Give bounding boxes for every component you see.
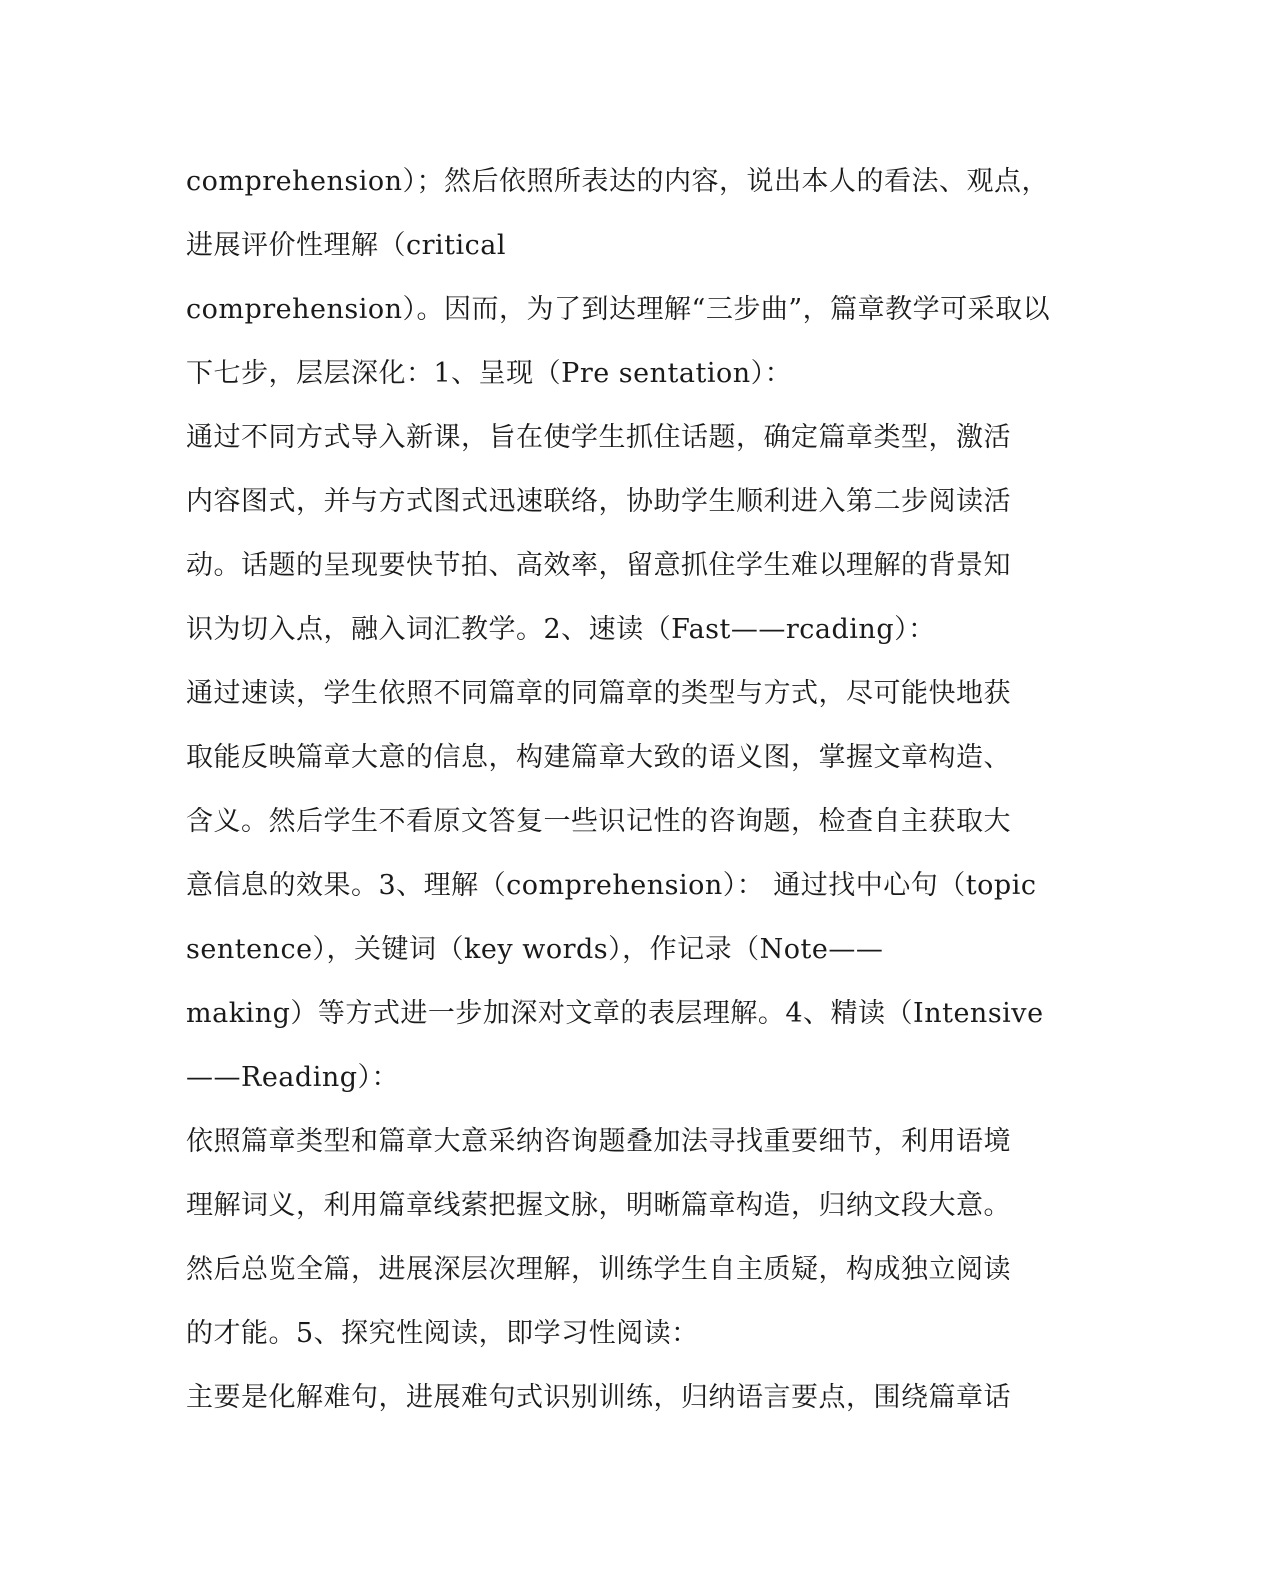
text-line: 下七步，层层深化：1、呈现（Pre sentation）：: [186, 358, 793, 389]
text-line: 动。话题的呈现要快节拍、高效率，留意抓住学生难以理解的背景知: [186, 550, 1011, 581]
text-line: 通过速读，学生依照不同篇章的同篇章的类型与方式，尽可能快地获: [186, 678, 1011, 709]
text-line: 识为切入点，融入词汇教学。2、速读（Fast——rcading）：: [186, 614, 936, 645]
text-line: comprehension）。因而，为了到达理解“三步曲”，篇章教学可采取以: [186, 294, 1051, 325]
text-line: 依照篇章类型和篇章大意采纳咨询题叠加法寻找重要细节，利用语境: [186, 1126, 1011, 1157]
text-line: ——Reading）：: [186, 1062, 399, 1093]
text-line: 的才能。5、探究性阅读，即学习性阅读：: [186, 1318, 699, 1349]
text-line: sentence），关键词（key words），作记录（Note——: [186, 934, 884, 965]
text-line: 主要是化解难句，进展难句式识别训练，归纳语言要点，围绕篇章话: [186, 1382, 1011, 1413]
text-line: making）等方式进一步加深对文章的表层理解。4、精读（Intensive: [186, 998, 1044, 1029]
text-line: 通过不同方式导入新课，旨在使学生抓住话题，确定篇章类型，激活: [186, 422, 1011, 453]
text-line: 进展评价性理解（critical: [186, 230, 507, 261]
text-line: 然后总览全篇，进展深层次理解，训练学生自主质疑，构成独立阅读: [186, 1254, 1011, 1285]
text-line: 内容图式，并与方式图式迅速联络，协助学生顺利进入第二步阅读活: [186, 486, 1011, 517]
text-line: 理解词义，利用篇章线萦把握文脉，明晰篇章构造，归纳文段大意。: [186, 1190, 1011, 1221]
text-line: comprehension）；然后依照所表达的内容，说出本人的看法、观点，: [186, 166, 1050, 197]
text-line: 取能反映篇章大意的信息，构建篇章大致的语义图，掌握文章构造、: [186, 742, 1011, 773]
body-text: [186, 150, 1086, 1430]
text-line: 含义。然后学生不看原文答复一些识记性的咨询题，检查自主获取大: [186, 806, 1011, 837]
text-line: 意信息的效果。3、理解（comprehension）： 通过找中心句（topic: [186, 870, 1037, 901]
